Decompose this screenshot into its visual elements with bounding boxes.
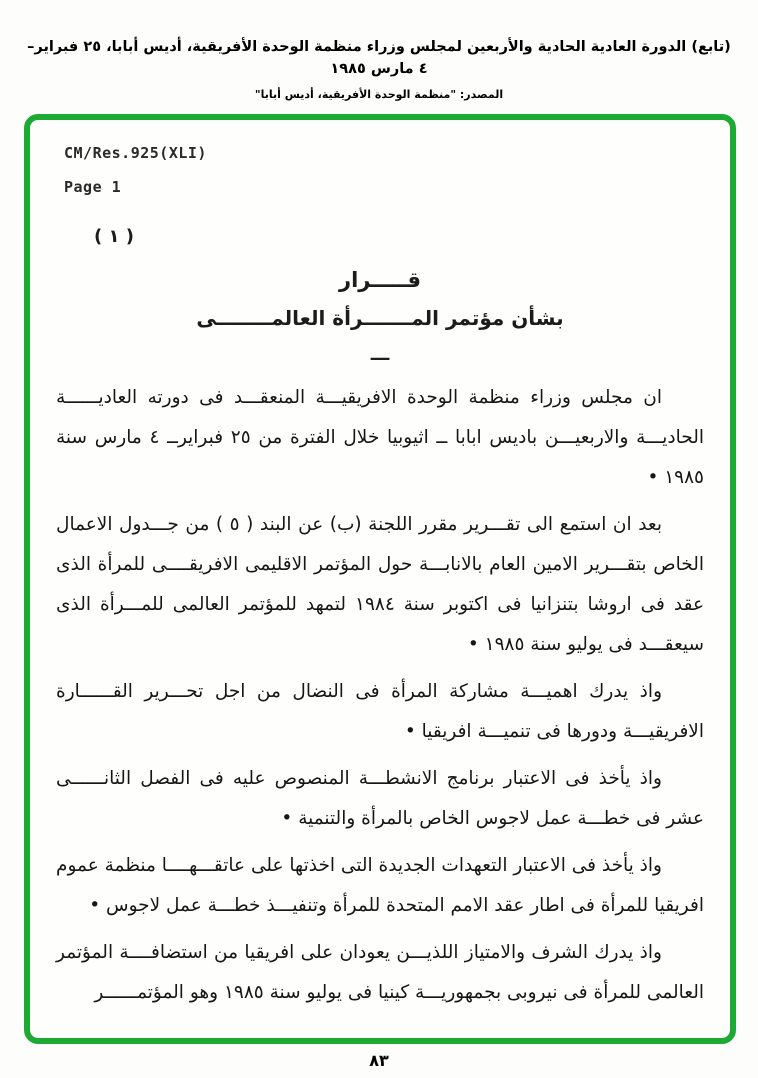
paragraph-recognizing-honour-nairobi: واذ يدرك الشرف والامتياز اللذيـــن يعودان على افريقيا من استضافــــة المؤتمر العالمى للمرأة فى نيروبى بجمهوريـــة كينيا فى يوليو سنة ١٩٨٥ وهو المؤتمــــــر [56,942,704,1003]
document-reference: CM/Res.925(XLI) [64,144,207,162]
green-highlight-frame [24,114,736,1044]
paragraph-preamble-council: ان مجلس وزراء منظمة الوحدة الافريقيـــة المنعقـــد فى دورته العاديــــــة الحاديـــة والاربعيـــن باديس ابابا ــ اثيوبيا خلال الفترة من ٢٥ فبرايرــ ٤ مارس سنة ١٩٨٥ • [56,387,704,488]
resolution-body [56,378,704,1020]
source-attribution: المصدر: "منظمة الوحدة الأفريقية، أديس أبابا" [254,88,504,101]
item-number: ( ١ ) [94,226,134,247]
resolution-title: قـــــرار [339,268,421,292]
session-title: (تابع) الدورة العادية الحادية والأربعين لمجلس وزراء منظمة الوحدة الأفريقية، أديس أبابا، ٢٥ فبراير– ٤ مارس ١٩٨٥ [27,39,731,77]
page-number: ٨٣ [369,1051,389,1070]
paragraph-taking-into-account-commitments: واذ يأخذ فى الاعتبار التعهدات الجديدة التى اخذتها على عاتقـــهــــا منظمة عموم افريقيا للمرأة فى اطار عقد الامم المتحدة للمرأة وتنفيـــذ خطـــة عمل لاجوس • [56,855,704,916]
paragraph-having-heard-report: بعد ان استمع الى تقـــرير مقرر اللجنة (ب) عن البند ( ٥ ) من جـــدول الاعمال الخاص بتقـــرير الامين العام بالانابـــة حول المؤتمر الاقليمى الافريقــــى للمرأة الذى عقد فى اروشا بتنزانيا فى اكتوبر سنة ١٩٨٤ لتمهد للمؤتمر العالمى للمـــرأة الذى سيعقـــد فى يوليو سنة ١٩٨٥ • [56,514,704,655]
resolution-subtitle: بشأن مؤتمر المـــــــرأة العالمــــــــى [196,306,564,330]
paragraph-recognizing-participation: واذ يدرك اهميـــة مشاركة المرأة فى النضال من اجل تحـــرير القــــــارة الافريقيـــة ودورها فى تنميـــة افريقيا • [56,681,704,742]
title-separator: ـــ [370,344,390,365]
document-page-label: Page 1 [64,178,122,196]
paragraph-taking-into-account-lagos-plan: واذ يأخذ فى الاعتبار برنامج الانشطـــة المنصوص عليه فى الفصل الثانــــــى عشر فى خطـــة عمل لاجوس الخاص بالمرأة والتنمية • [56,768,704,829]
page-header [0,36,758,101]
